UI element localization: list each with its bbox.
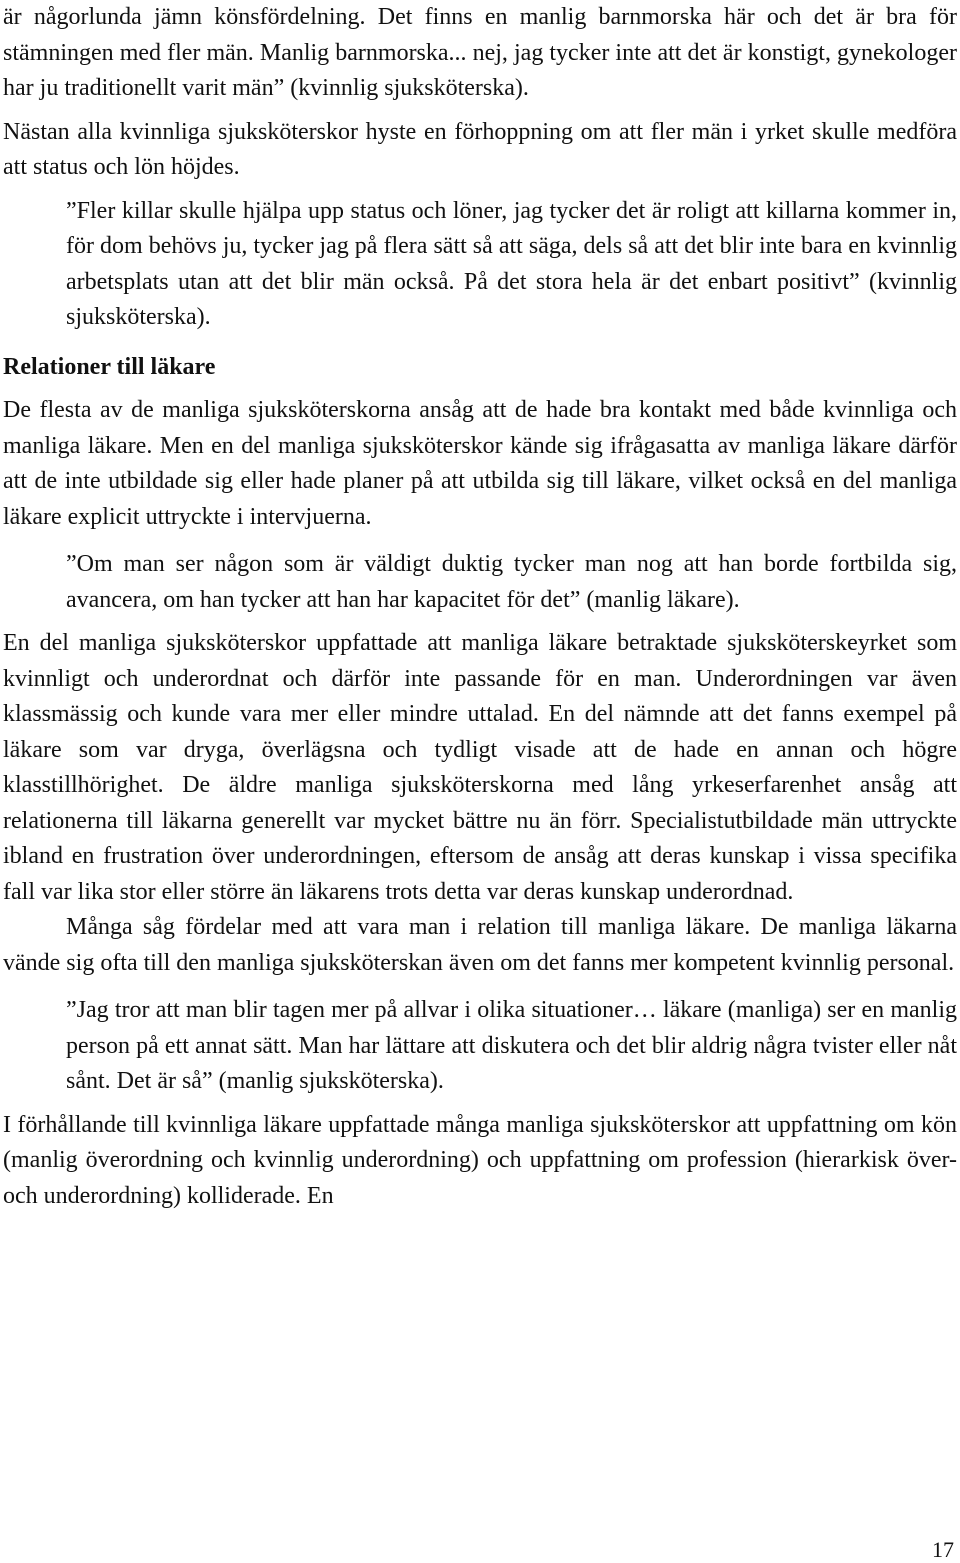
quote-text: ”Fler killar skulle hjälpa upp status och löner, jag tycker det är roligt att killarna kommer in, för dom behövs ju, tycker jag på flera sätt så att säga, dels så att det blir inte bara en kvinnlig arbetsplats utan att det blir män också. På det stora hela är det enbart positivt” (kvinnlig sjuksköterska). — [66, 197, 957, 330]
paragraph-subordination: En del manliga sjuksköterskor uppfattade att manliga läkare betraktade sjuksköterskeyrket som kvinnligt och underordnat och därför inte passande för en man. Underordningen var även klassmässig och kunde vara mer eller mindre uttalad. En del nämnde att det fanns exempel på läkare som var dryga, överlägsna och tydligt visade att de hade en annan och högre klasstillhörighet. De äldre manliga sjuksköterskorna med lång yrkeserfarenhet ansåg att relationerna till läkarna generellt var mycket bättre nu än förr. Specialistutbildade män uttryckte ibland en frustration över underordningen, eftersom de ansåg att deras kunskap i vissa specifika fall var lika stor eller större än läkarens trots detta var deras kunskap underordnad. — [3, 630, 957, 905]
paragraph-continued: är någorlunda jämn könsfördelning. Det finns en manlig barnmorska här och det är bra för stämningen med fler män. Manlig barnmorska... nej, jag tycker inte att det är konstigt, gynekologer har ju traditionellt varit män” (kvinnlig sjuksköterska). — [3, 4, 957, 101]
paragraph-expectation: Nästan alla kvinnliga sjuksköterskor hyste en förhoppning om att fler män i yrket skulle medföra att status och lön höjdes. — [3, 118, 957, 180]
quote-block-3 — [66, 993, 957, 1100]
paragraph-advantages: Många såg fördelar med att vara man i relation till manliga läkare. De manliga läkarna vände sig ofta till den manliga sjuksköterskan även om det fanns mer kompetent kvinnlig personal. — [3, 914, 957, 976]
document-page — [3, 0, 957, 1214]
paragraph-contact: De flesta av de manliga sjuksköterskorna ansåg att de hade bra kontakt med både kvinnliga och manliga läkare. Men en del manliga sjuksköterskor kände sig ifrågasatta av manliga läkare därför att de inte utbildade sig eller hade planer på att utbilda sig till läkare, vilket också en del manliga läkare explicit uttryckte i intervjuerna. — [3, 397, 957, 530]
quote-block-2 — [66, 547, 957, 618]
quote-text: ”Om man ser någon som är väldigt duktig tycker man nog att han borde fortbilda sig, avancera, om han tycker att han har kapacitet för det” (manlig läkare). — [66, 551, 957, 613]
page-number: 17 — [932, 1537, 954, 1562]
paragraph-female-doctors: I förhållande till kvinnliga läkare uppfattade många manliga sjuksköterskor att uppfattning om kön (manlig överordning och kvinnlig underordning) och uppfattning om profession (hierarkisk över- och underordning) kolliderade. En — [3, 1111, 957, 1209]
quote-block-1 — [66, 194, 957, 336]
section-heading: Relationer till läkare — [3, 353, 216, 380]
quote-text: ”Jag tror att man blir tagen mer på allvar i olika situationer… läkare (manliga) ser en manlig person på ett annat sätt. Man har lättare att diskutera och det blir aldrig några tvister eller nåt sånt. Det är så” (manlig sjuksköterska). — [66, 997, 957, 1094]
